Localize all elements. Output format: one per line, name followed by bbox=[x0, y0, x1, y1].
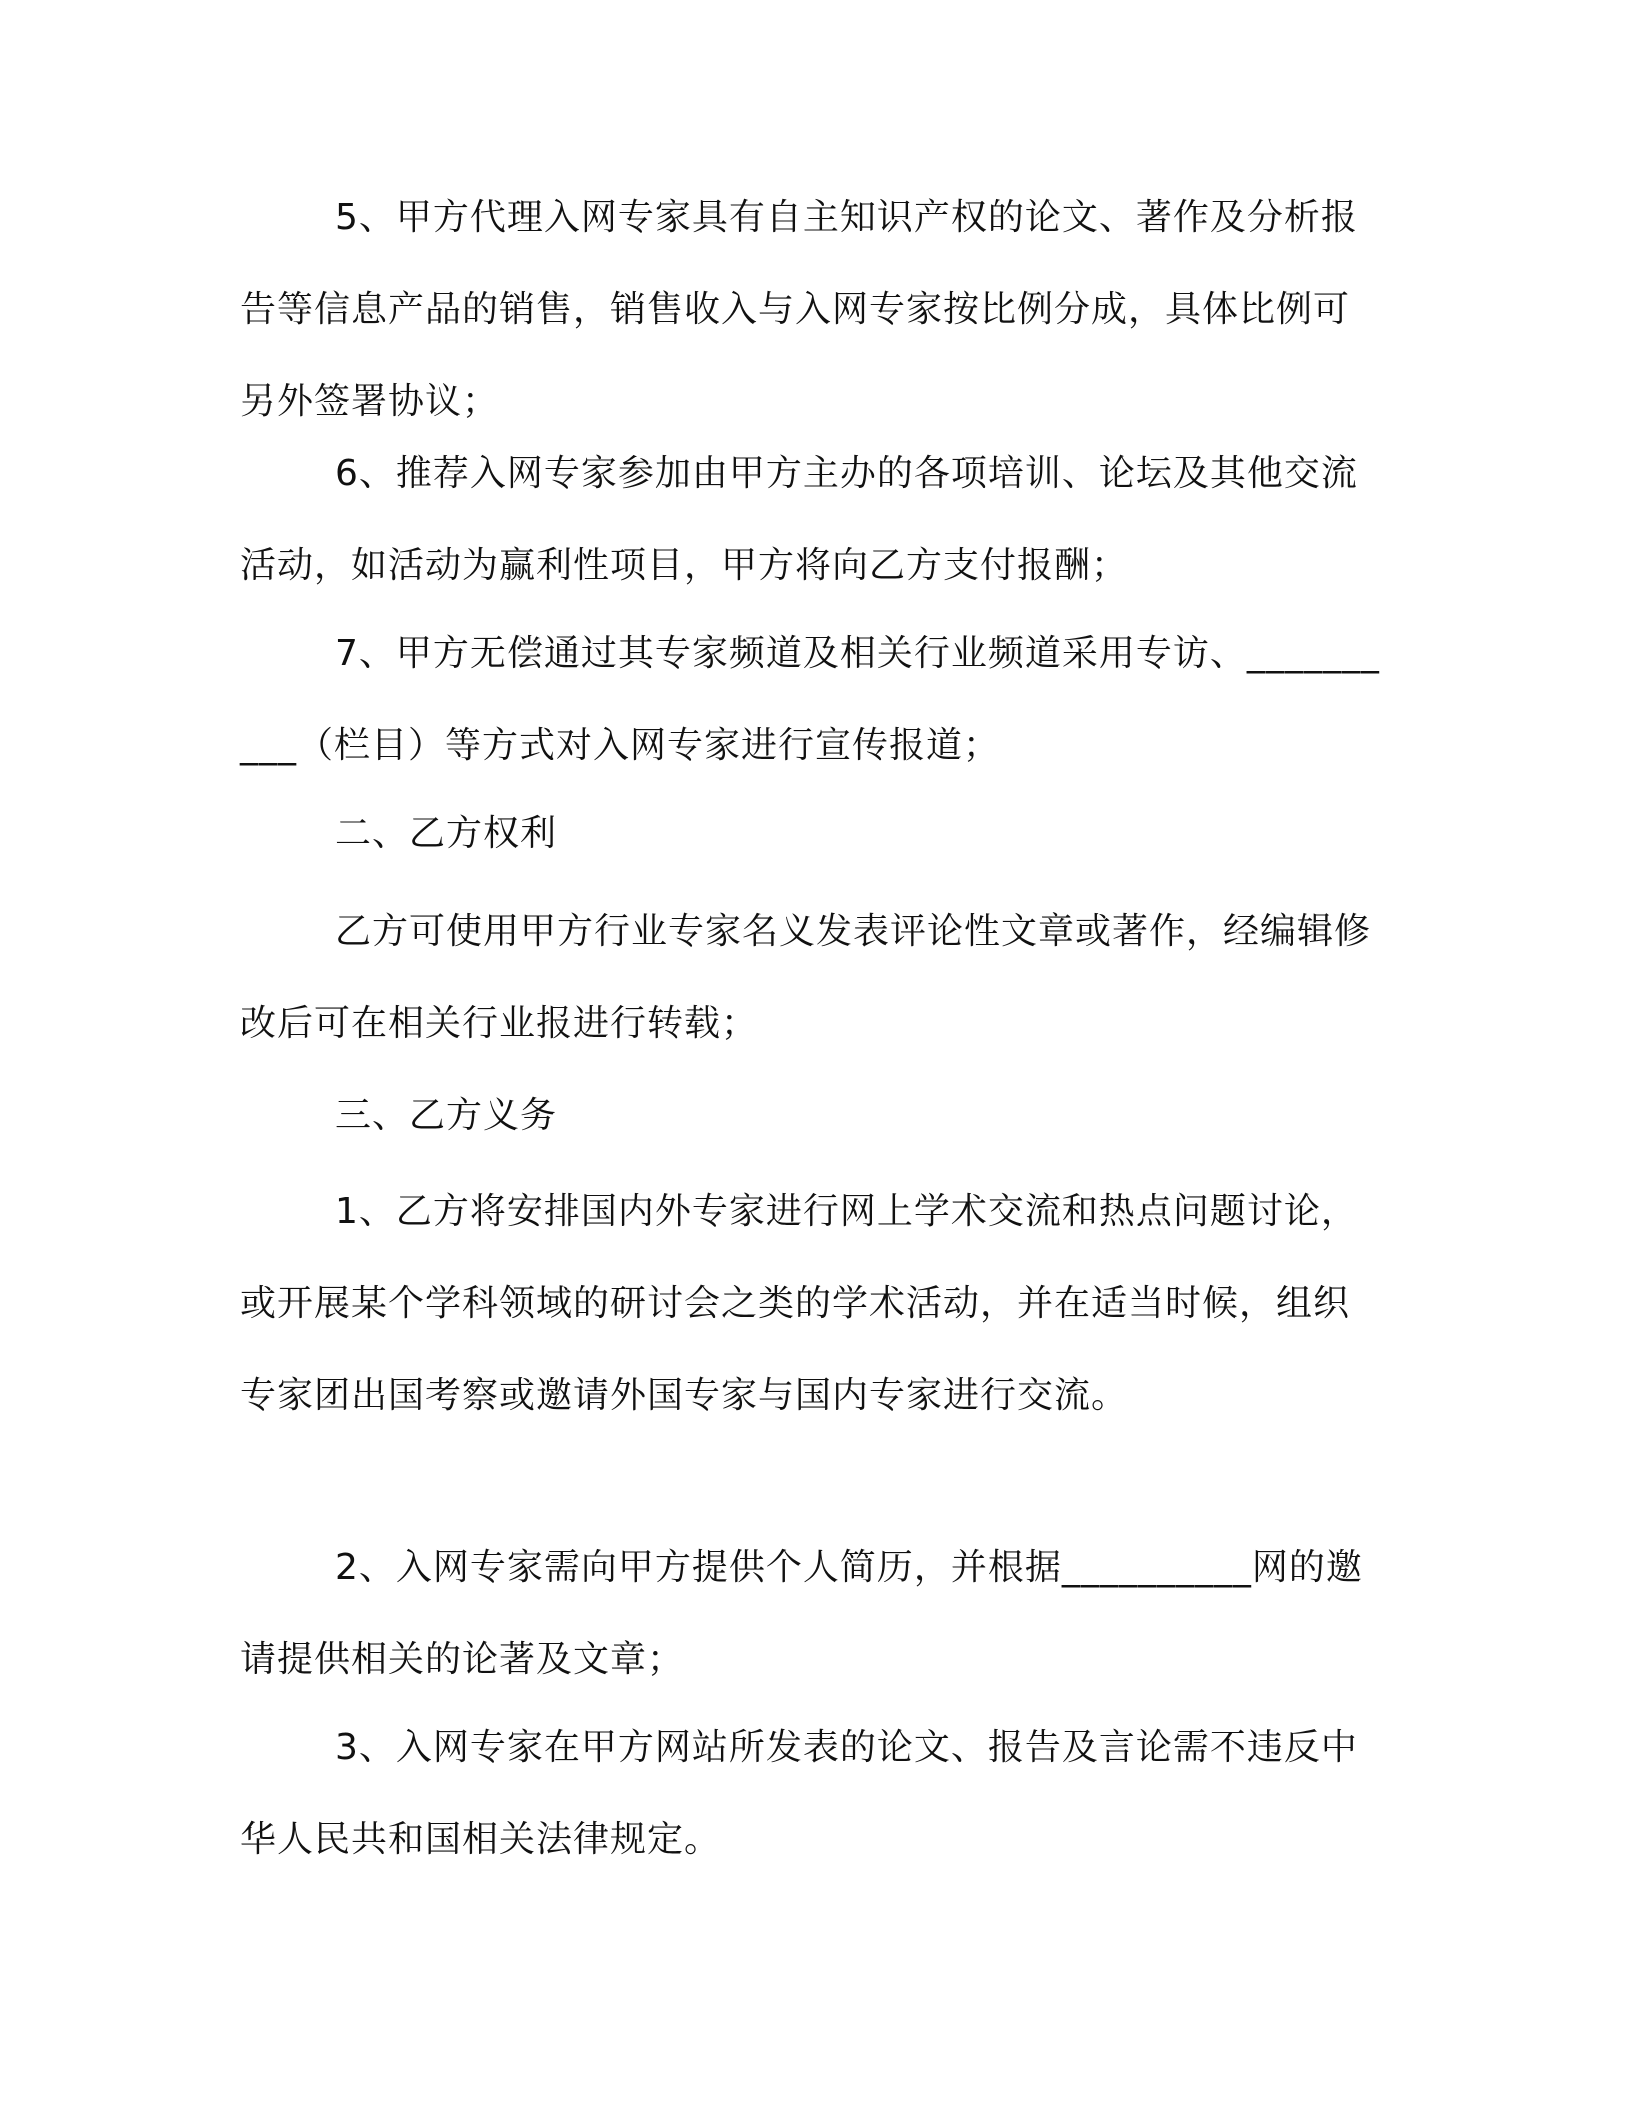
section-heading-rights: 二、乙方权利 bbox=[335, 813, 558, 854]
paragraph-duty-3: 3、入网专家在甲方网站所发表的论文、报告及言论需不违反中华人民共和国相关法律规定。 bbox=[240, 1727, 1358, 1860]
paragraph-item-5: 5、甲方代理入网专家具有自主知识产权的论文、著作及分析报告等信息产品的销售，销售收入与入网专家按比例分成，具体比例可另外签署协议； bbox=[240, 197, 1358, 422]
paragraph-duty-1: 1、乙方将安排国内外专家进行网上学术交流和热点问题讨论，或开展某个学科领域的研讨会之类的学术活动，并在适当时候，组织专家团出国考察或邀请外国专家与国内专家进行交流。 bbox=[240, 1191, 1358, 1416]
paragraph-duty-2: 2、入网专家需向甲方提供个人简历，并根据__________网的邀请提供相关的论著及文章； bbox=[240, 1547, 1363, 1680]
paragraph-item-6: 6、推荐入网专家参加由甲方主办的各项培训、论坛及其他交流活动，如活动为赢利性项目，甲方将向乙方支付报酬； bbox=[240, 453, 1358, 586]
paragraph-item-7: 7、甲方无偿通过其专家频道及相关行业频道采用专访、__________（栏目）等方式对入网专家进行宣传报道； bbox=[240, 633, 1380, 766]
paragraph-rights-1: 乙方可使用甲方行业专家名义发表评论性文章或著作，经编辑修改后可在相关行业报进行转载； bbox=[240, 911, 1372, 1044]
section-heading-duties: 三、乙方义务 bbox=[335, 1095, 558, 1136]
document-page bbox=[240, 0, 1392, 2112]
